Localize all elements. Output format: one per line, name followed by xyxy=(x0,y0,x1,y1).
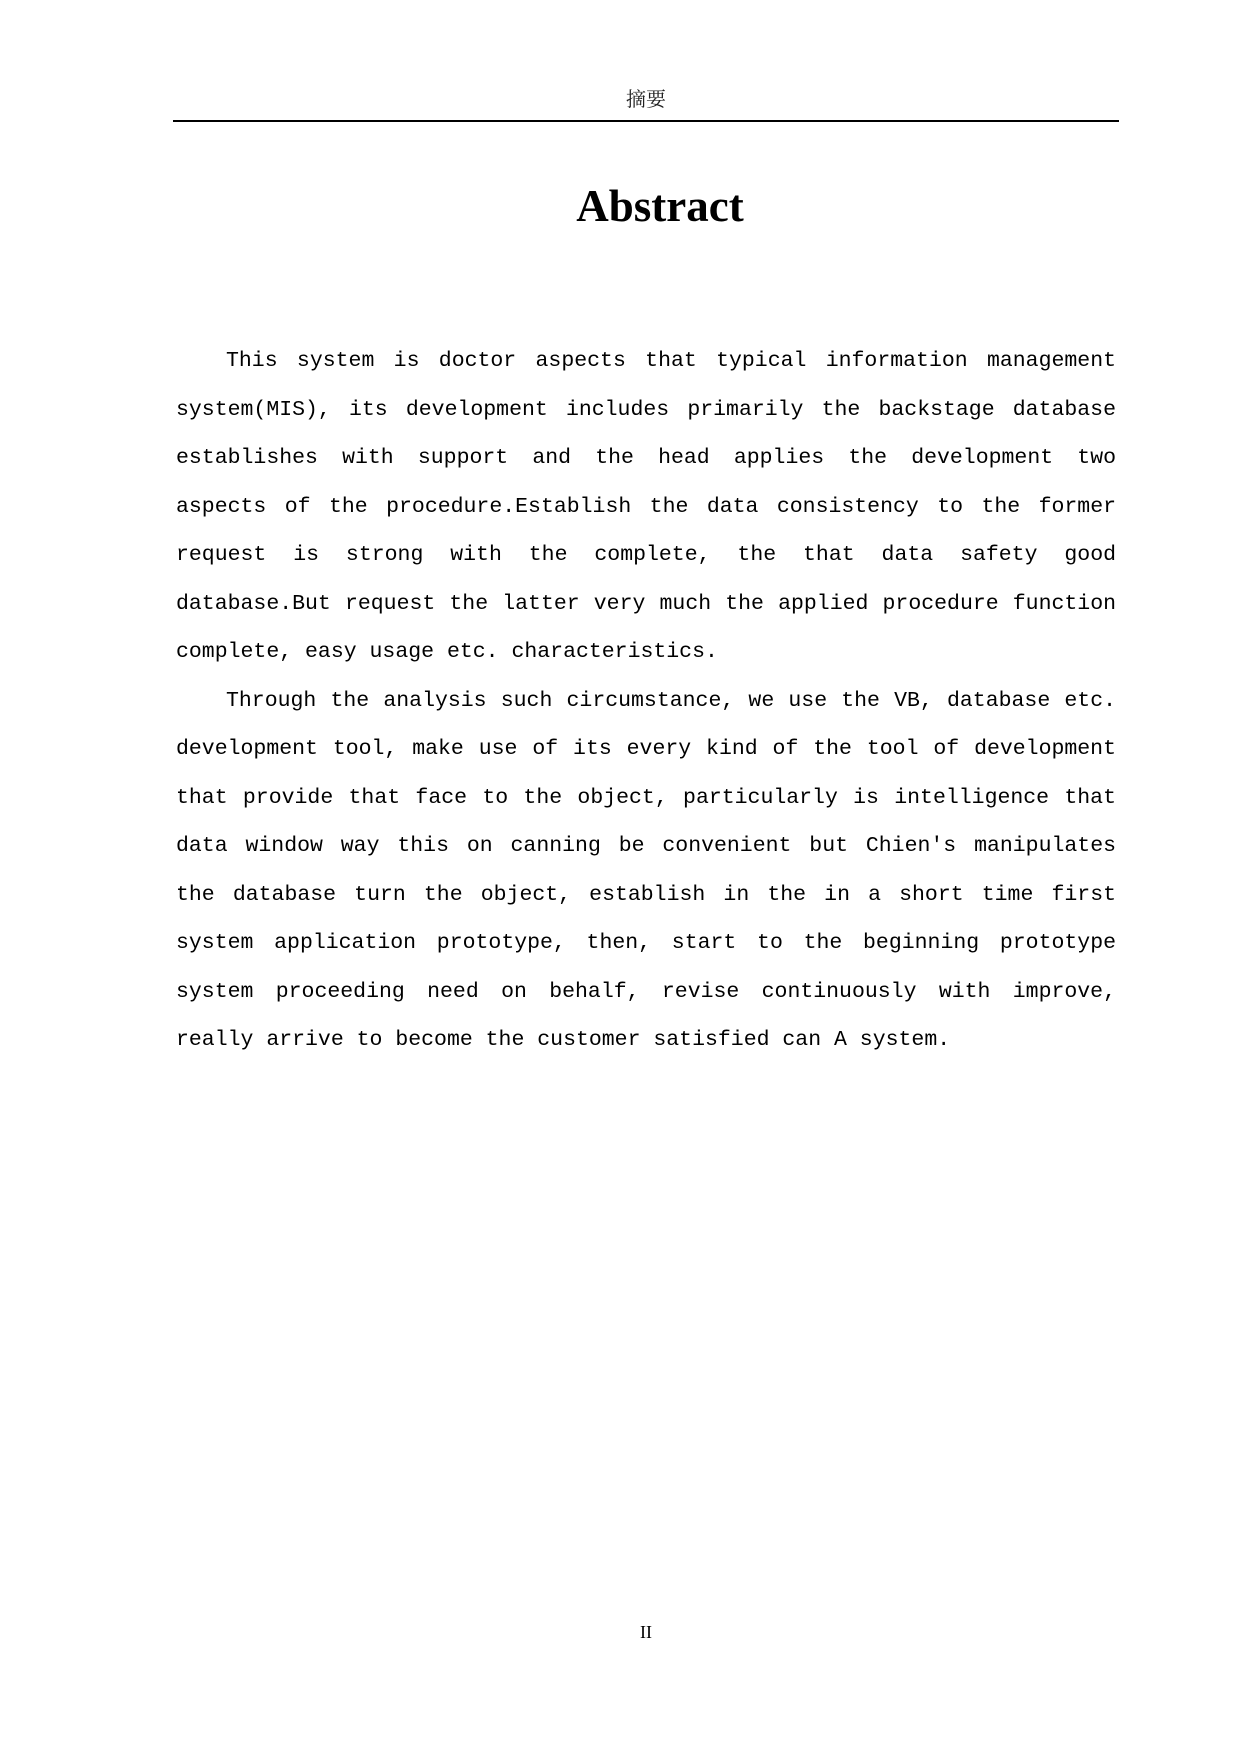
abstract-paragraph-2: Through the analysis such circumstance, we use the VB, database etc. development tool, make use of its every kind of the tool of development that provide that face to the object, particularly is intelligence that data window way this on canning be convenient but Chien's manipulates the database turn the object, establish in the in a short time first system application prototype, then, start to the beginning prototype system proceeding need on behalf, revise continuously with improve, really arrive to become the customer satisfied can A system. xyxy=(176,688,1116,1052)
abstract-body xyxy=(176,337,1116,1065)
abstract-paragraph-1: This system is doctor aspects that typical information management system(MIS), its development includes primarily the backstage database establishes with support and the head applies the development two aspects of the procedure.Establish the data consistency to the former request is strong with the complete, the that data safety good database.But request the latter very much the applied procedure function complete, easy usage etc. characteristics. xyxy=(176,349,1116,664)
header-text: 摘要 xyxy=(626,87,666,111)
abstract-title: Abstract xyxy=(576,181,744,231)
page-number: II xyxy=(640,1622,652,1642)
page-header xyxy=(173,86,1119,122)
